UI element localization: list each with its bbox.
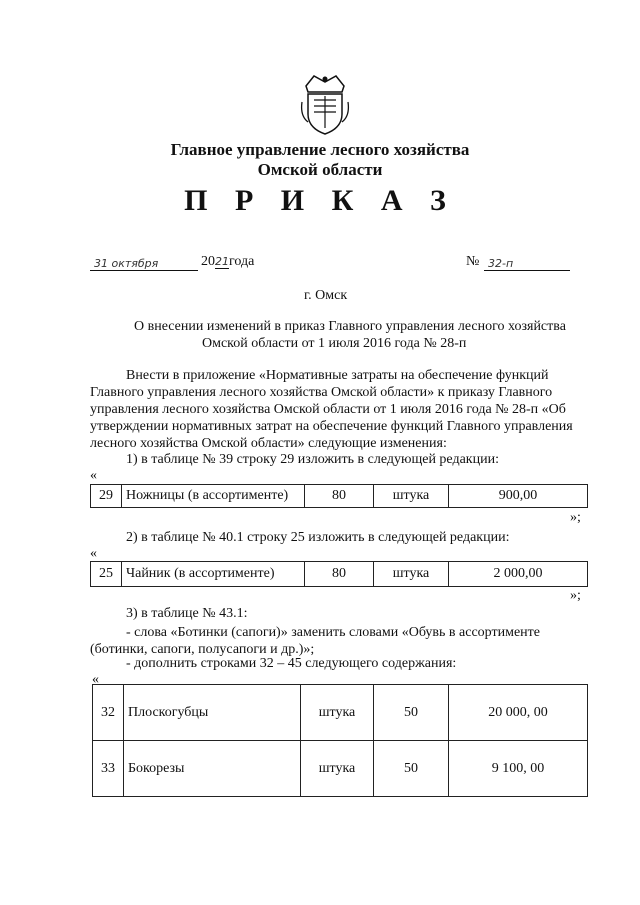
quantity: 80 [305,485,374,508]
table-row [91,562,588,587]
order-number-label: № [466,254,480,269]
table-39-row-29 [90,484,588,508]
intro-line: управления лесного хозяйства Омской области от 1 июля 2016 года № 28-п «Об [90,402,566,417]
quantity: 50 [374,741,449,797]
intro-line: утверждении нормативных затрат на обеспечение функций Главного управления [90,419,573,434]
document-type-title: П Р И К А З [184,184,456,217]
year-line [201,254,254,270]
date-handwritten: 31 октября [94,257,159,270]
org-name-line2: Омской области [257,160,383,179]
coat-of-arms-emblem [300,72,350,136]
subject-line1: О внесении изменений в приказ Главного управления лесного хозяйства [134,319,566,334]
item-3: 3) в таблице № 43.1: [126,606,248,621]
year-handwritten: 21 [215,255,229,268]
unit: штука [301,685,374,741]
intro-paragraph [90,367,588,452]
intro-line: Главного управления лесного хозяйства Омской области» к приказу Главного [90,385,553,400]
item-name: Чайник (в ассортименте) [122,562,305,587]
price: 2 000,00 [449,562,588,587]
date-field [90,254,198,271]
table-row [93,741,588,797]
open-quote: « [90,546,97,561]
item-name: Плоскогубцы [124,685,301,741]
row-number: 32 [93,685,124,741]
city: г. Омск [304,288,348,303]
unit: штука [301,741,374,797]
close-quote: »; [570,510,581,525]
price: 900,00 [449,485,588,508]
item-3-a [90,624,588,658]
row-number: 33 [93,741,124,797]
row-number: 25 [91,562,122,587]
close-quote: »; [570,588,581,603]
year-prefix: 20 [201,254,215,269]
open-quote: « [92,672,99,687]
item-2: 2) в таблице № 40.1 строку 25 изложить в следующей редакции: [126,530,510,545]
price: 20 000, 00 [449,685,588,741]
intro-line: лесного хозяйства Омской области» следующие изменения: [90,436,447,451]
year-suffix: года [229,254,255,269]
item-3-b: - дополнить строками 32 – 45 следующего содержания: [126,656,457,671]
org-name-line1: Главное управление лесного хозяйства [170,140,470,159]
subject-line2: Омской области от 1 июля 2016 года № 28-п [202,336,467,351]
quantity: 80 [305,562,374,587]
table-row [91,485,588,508]
open-quote: « [90,468,97,483]
quantity: 50 [374,685,449,741]
order-number-field [484,254,570,271]
price: 9 100, 00 [449,741,588,797]
table-43-1-new-rows [92,684,588,797]
table-row [93,685,588,741]
item-3-a-line: (ботинки, сапоги, полусапоги и др.)»; [90,642,315,657]
unit: штука [374,485,449,508]
row-number: 29 [91,485,122,508]
item-3-a-line: - слова «Ботинки (сапоги)» заменить словами «Обувь в ассортименте [126,625,540,640]
table-40-1-row-25 [90,561,588,587]
unit: штука [374,562,449,587]
intro-line: Внести в приложение «Нормативные затраты на обеспечение функций [126,368,549,383]
item-1: 1) в таблице № 39 строку 29 изложить в следующей редакции: [126,452,499,467]
order-number-handwritten: 32-п [488,257,514,270]
item-name: Бокорезы [124,741,301,797]
item-name: Ножницы (в ассортименте) [122,485,305,508]
